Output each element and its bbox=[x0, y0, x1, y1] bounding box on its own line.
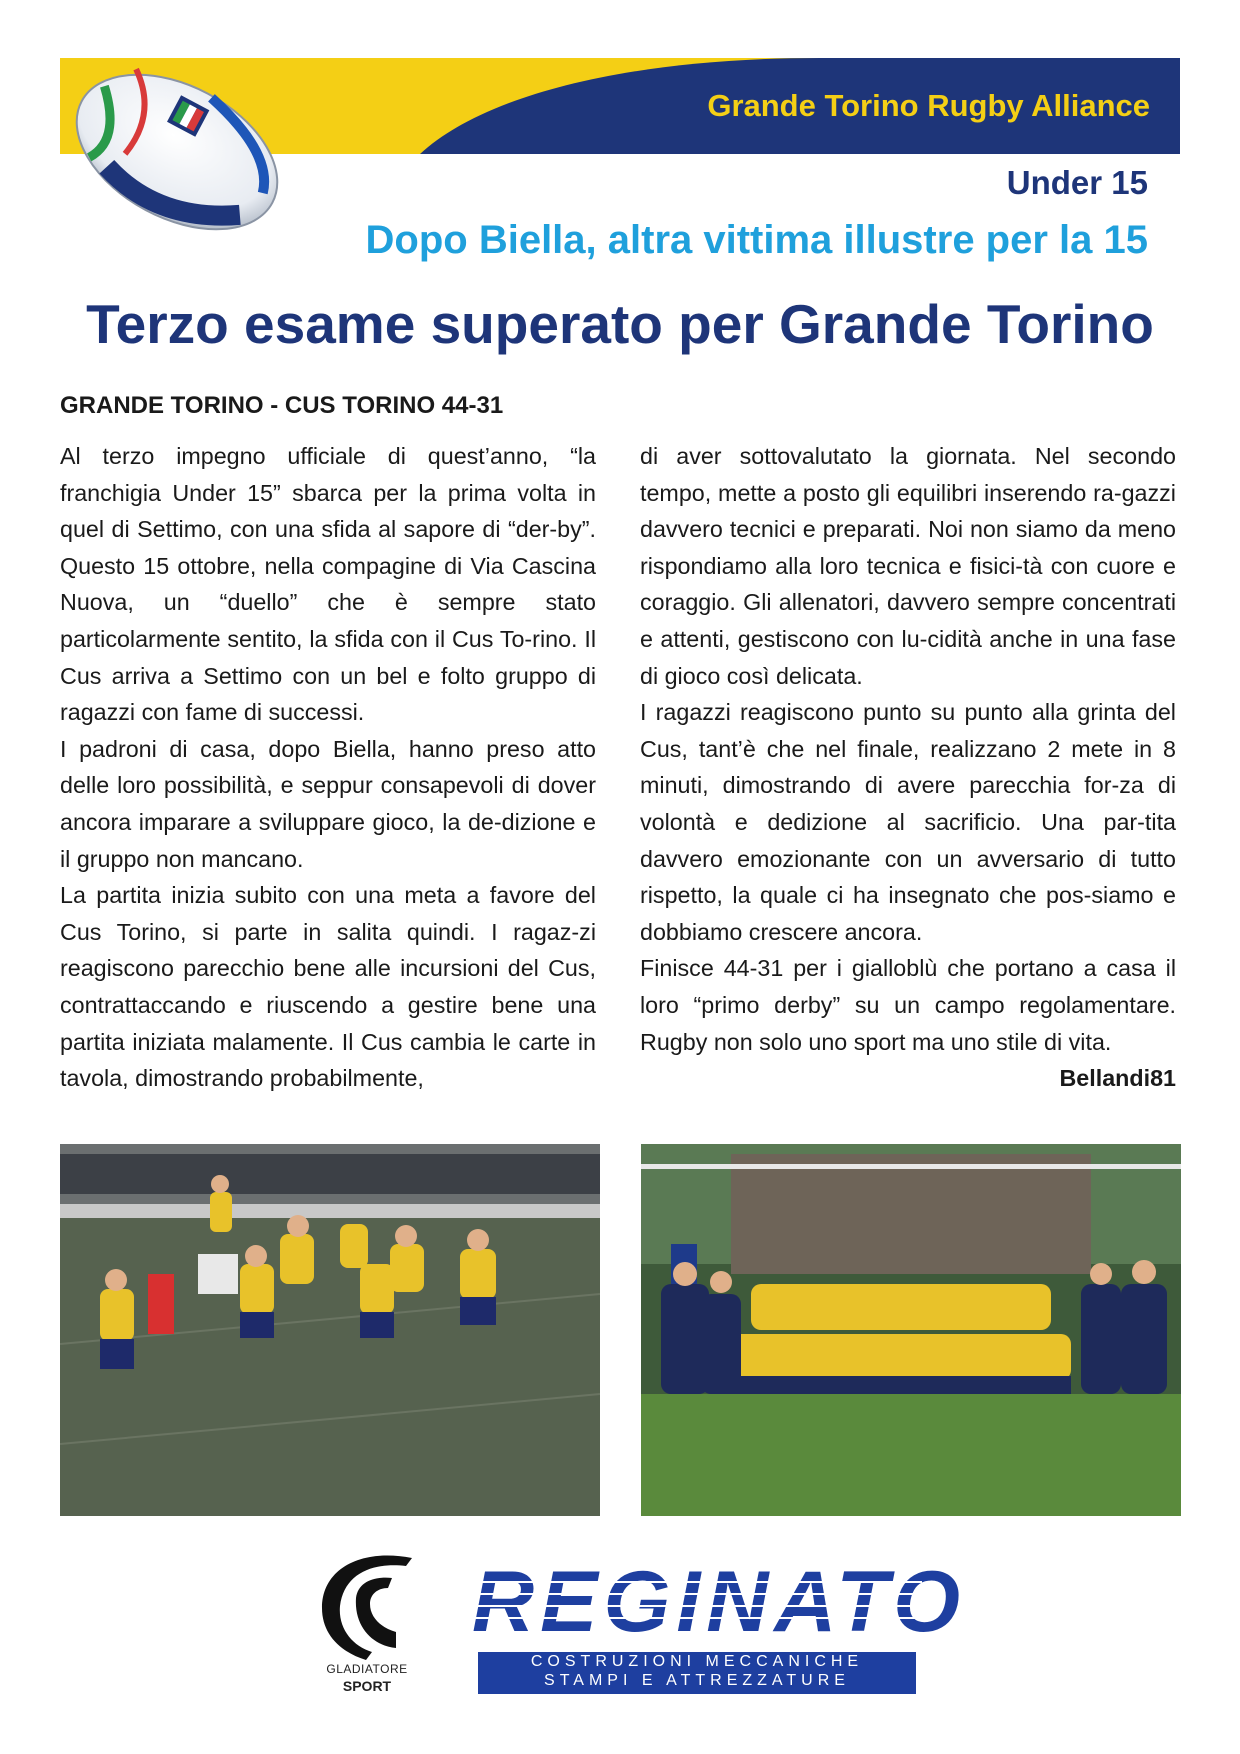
team-photo bbox=[641, 1144, 1181, 1516]
tagline-line-1: COSTRUZIONI MECCANICHE bbox=[530, 1653, 864, 1670]
reginato-tagline bbox=[478, 1652, 916, 1694]
banner-title: Grande Torino Rugby Alliance bbox=[707, 88, 1150, 123]
article-subtitle: Dopo Biella, altra vittima illustre per la 15 bbox=[365, 218, 1148, 262]
match-action-photo bbox=[60, 1144, 600, 1516]
reginato-logo bbox=[472, 1554, 966, 1700]
paragraph: Al terzo impegno ufficiale di quest’anno, “la franchigia Under 15” sbarca per la prima volta in quel di Settimo, con una sfida al sapore di “der-by”. Questo 15 ottobre, nella compagine di Via Cascina Nuova, un “duello” che è sempre stato particolarmente sentito, la sfida con il Cus To-rino. Il Cus arriva a Settimo con un bel e folto gruppo di ragazzi con fame di successi. bbox=[60, 443, 596, 726]
reginato-name: REGINATO bbox=[472, 1554, 966, 1650]
rugby-ball-icon bbox=[62, 48, 292, 256]
helmet-icon bbox=[312, 1548, 422, 1660]
paragraph: La partita inizia subito con una meta a favore del Cus Torino, si parte in salita quindi. I ragaz-zi reagiscono parecchio bene alle incursioni del Cus, contrattaccando e riuscendo a gestire bene una partita iniziata malamente. Il Cus cambia le carte in tavola, dimostrando probabilmente, bbox=[60, 882, 596, 1092]
stripe-overlay bbox=[472, 1554, 966, 1650]
paragraph: di aver sottovalutato la giornata. Nel secondo tempo, mette a posto gli equilibri inserendo ra-gazzi davvero tecnici e preparati. Noi non siamo da meno rispondiamo alla loro tecnica e fisici-tà con cuore e coraggio. Gli allenatori, davvero sempre concentrati e attenti, gestiscono con lu-cidità anche in una fase di gioco così delicata. bbox=[640, 443, 1176, 689]
category-label: Under 15 bbox=[1006, 164, 1148, 201]
article-author: Bellandi81 bbox=[1059, 1065, 1176, 1092]
gladiatore-sport-logo bbox=[312, 1548, 422, 1698]
paragraph: Finisce 44-31 per i gialloblù che portano a casa il loro “primo derby” su un campo regolamentare. Rugby non solo uno sport ma uno stile di vita. bbox=[640, 955, 1176, 1055]
sport-text: SPORT bbox=[342, 1678, 392, 1694]
paragraph: I padroni di casa, dopo Biella, hanno preso atto delle loro possibilità, e seppur consapevoli di dover ancora imparare a sviluppare gioco, la de-dizione e il gruppo non mancano. bbox=[60, 735, 596, 872]
paragraph: I ragazzi reagiscono punto su punto alla grinta del Cus, tant’è che nel finale, realizzano 2 mete in 8 minuti, dimostrando di avere parecchia for-za di volontà e dedizione al sacrificio. Una par-tita davvero emozionante con un avversario di tutto rispetto, la quale ci ha insegnato che pos-siamo e dobbiamo crescere ancora. bbox=[640, 699, 1176, 945]
match-result: GRANDE TORINO - CUS TORINO 44-31 bbox=[60, 392, 504, 419]
article-headline: Terzo esame superato per Grande Torino bbox=[86, 293, 1154, 355]
article-column-right bbox=[640, 438, 1176, 1097]
article-column-left bbox=[60, 438, 596, 1097]
gladiatore-text: GLADIATORE bbox=[326, 1662, 408, 1676]
tagline-line-2: STAMPI E ATTREZZATURE bbox=[544, 1672, 850, 1689]
